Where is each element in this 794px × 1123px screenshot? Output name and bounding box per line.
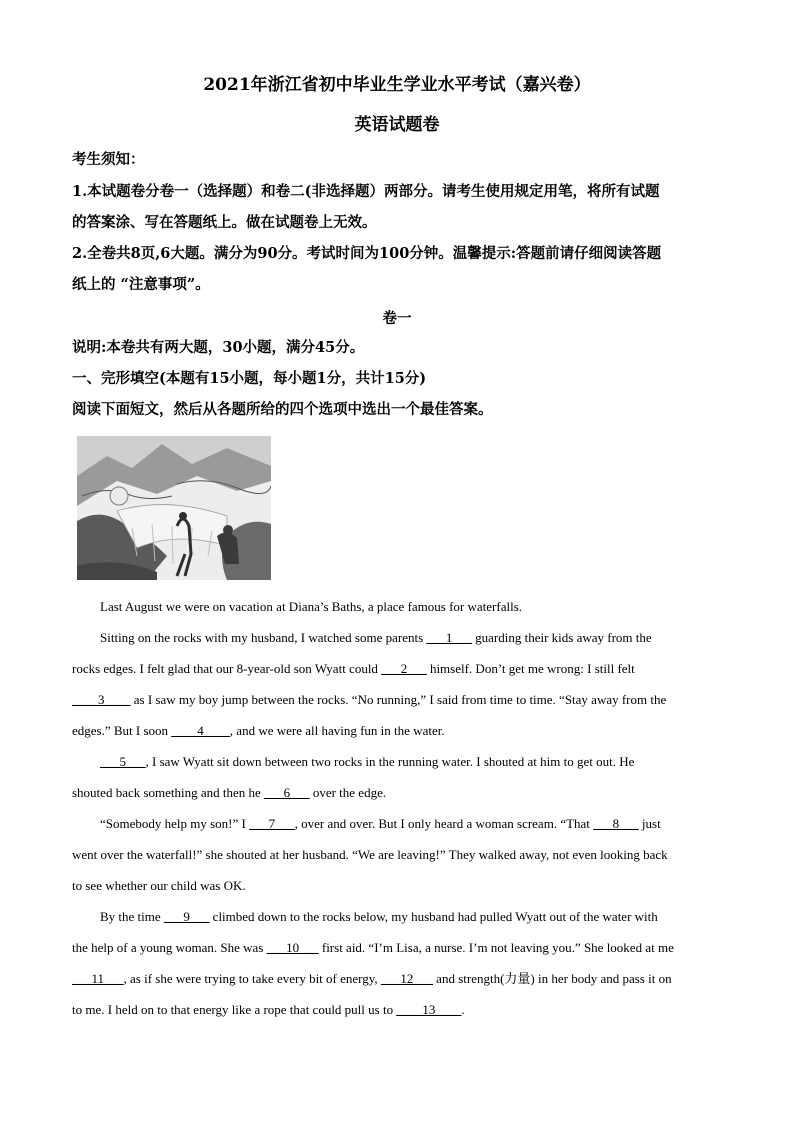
passage-line: [72, 963, 727, 994]
blank-1: ___1___: [426, 630, 472, 645]
passage-line: [72, 839, 727, 870]
passage-text: first aid. “I’m Lisa, a nurse. I’m not leaving you.” She looked at me: [318, 940, 674, 955]
passage-line: [72, 591, 727, 622]
passage-line: [72, 715, 727, 746]
waterfall-illustration: [77, 436, 271, 580]
passage-line: [72, 777, 727, 808]
blank-3: ____3____: [72, 692, 131, 707]
blank-6: ___6___: [264, 785, 310, 800]
exam-title: 2021年浙江省初中毕业生学业水平考试（嘉兴卷）: [203, 75, 591, 95]
passage-line: [72, 994, 727, 1025]
blank-8: ___8___: [593, 816, 639, 831]
passage-text: to me. I held on to that energy like a rope that could pull us to: [72, 1002, 397, 1017]
passage-text: , over and over. But I only heard a woman scream. “That: [294, 816, 594, 831]
blank-2: ___2___: [381, 661, 427, 676]
part-heading: 一、完形填空(本题有15小题，每小题1分，共计15分): [72, 370, 427, 387]
passage-text: rocks edges. I felt glad that our 8-year-old son Wyatt could: [72, 661, 382, 676]
blank-5: ___5___: [100, 754, 146, 769]
cloze-passage: [72, 591, 727, 1025]
notice-item-2-line-1: 2.全卷共8页,6大题。满分为90分。考试时间为100分钟。温馨提示:答题前请仔细阅读答题: [72, 245, 662, 262]
passage-line: [72, 808, 727, 839]
passage-text: himself. Don’t get me wrong: I still felt: [426, 661, 635, 676]
passage-text: .: [461, 1002, 465, 1017]
passage-text: Sitting on the rocks with my husband, I watched some parents: [100, 630, 427, 645]
passage-text: climbed down to the rocks below, my husband had pulled Wyatt out of the water with: [209, 909, 658, 924]
passage-text: just: [638, 816, 661, 831]
passage-text: , I saw Wyatt sit down between two rocks in the running water. I shouted at him to get out. He: [145, 754, 635, 769]
passage-text: over the edge.: [309, 785, 387, 800]
notice-item-1-line-1: 1.本试题卷分卷一（选择题）和卷二(非选择题）两部分。请考生使用规定用笔，将所有试题: [72, 183, 660, 200]
blank-13: ____13____: [396, 1002, 462, 1017]
passage-text: the help of a young woman. She was: [72, 940, 267, 955]
passage-line: [72, 684, 727, 715]
blank-7: ___7___: [249, 816, 295, 831]
section-explanation: 说明:本卷共有两大题，30小题，满分45分。: [72, 339, 365, 356]
passage-text: “Somebody help my son!” I: [100, 816, 250, 831]
notice-heading: 考生须知：: [72, 151, 145, 168]
passage-text: went over the waterfall!” she shouted at her husband. “We are leaving!” They walked away, not even looking back: [72, 847, 668, 862]
notice-item-1-line-2: 的答案涂、写在答题纸上。做在试题卷上无效。: [72, 214, 377, 231]
exam-subtitle: 英语试题卷: [354, 115, 440, 135]
section-label: 卷一: [382, 310, 412, 327]
blank-12: ___12___: [380, 971, 433, 986]
passage-line: [72, 746, 727, 777]
passage-text: to see whether our child was OK.: [72, 878, 246, 893]
notice-item-2-line-2: 纸上的 “注意事项”。: [72, 276, 210, 293]
passage-line: [72, 932, 727, 963]
passage-text: as I saw my boy jump between the rocks. “No running,” I said from time to time. “Stay away from the: [130, 692, 667, 707]
blank-10: ___10___: [266, 940, 319, 955]
passage-text: guarding their kids away from the: [471, 630, 652, 645]
blank-4: ____4____: [171, 723, 230, 738]
passage-line: [72, 622, 727, 653]
part-instruction: 阅读下面短文，然后从各题所给的四个选项中选出一个最佳答案。: [72, 401, 493, 418]
passage-text: , and we were all having fun in the water.: [229, 723, 445, 738]
passage-text: Last August we were on vacation at Diana’s Baths, a place famous for waterfalls.: [100, 599, 522, 614]
passage-line: [72, 901, 727, 932]
passage-text: shouted back something and then he: [72, 785, 265, 800]
passage-line: [72, 653, 727, 684]
passage-text: and strength(力量) in her body and pass it on: [432, 971, 672, 986]
blank-11: ___11___: [72, 971, 124, 986]
passage-line: [72, 870, 727, 901]
passage-text: edges.” But I soon: [72, 723, 172, 738]
blank-9: ___9___: [163, 909, 210, 924]
passage-text: By the time: [100, 909, 164, 924]
passage-text: , as if she were trying to take every bit of energy,: [123, 971, 381, 986]
